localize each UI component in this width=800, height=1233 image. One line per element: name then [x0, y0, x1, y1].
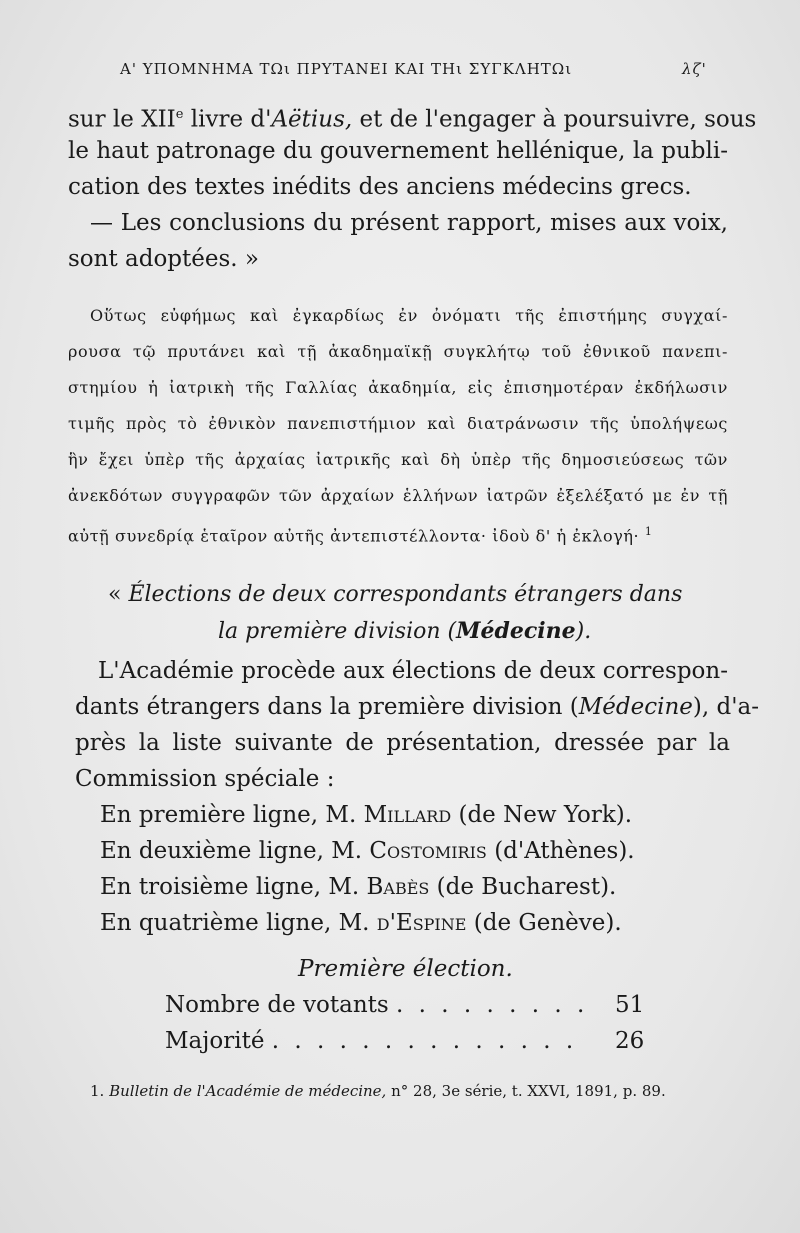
section-heading-line-2: la première division (Médecine).: [218, 618, 592, 644]
greek-line-1: Οὕτως εὐφήμως καὶ ἐγκαρδίως ἐν ὀνόματι τῆς ἐπιστήμης συγχαί-: [90, 306, 728, 325]
running-header: [0, 60, 800, 90]
greek-line-7: αὐτῇ συνεδρίᾳ ἑταῖρον αὐτῆς ἀντεπιστέλλοντα· ἰδοὺ δ' ἡ ἐκλογή· $^1$: [68, 525, 653, 546]
candidate-name: Babès: [366, 874, 430, 900]
academy-line-2: dants étrangers dans la première division (Médecine), d'a-: [75, 694, 760, 720]
candidate-line: En première ligne, M. Millard (de New York).: [100, 802, 633, 828]
greek-line-3: στημίου ἡ ἰατρικὴ τῆς Γαλλίας ἀκαδημία, εἰς ἐπισημοτέραν ἐκδήλωσιν: [68, 378, 728, 397]
election-heading: Première élection.: [298, 956, 513, 982]
academy-line-4: Commission spéciale :: [75, 766, 335, 792]
section-heading-line-1: « Élections de deux correspondants étrangers dans: [108, 582, 683, 607]
candidate-name: d'Espine: [376, 910, 467, 936]
french-line-3: cation des textes inédits des anciens médecins grecs.: [68, 174, 692, 200]
french-line-1: sur le XIIe livre d'Aëtius, et de l'engager à poursuivre, sous: [68, 106, 757, 133]
page-number: λζ': [682, 60, 707, 78]
footnote: 1. Bulletin de l'Académie de médecine, n° 28, 3e série, t. XXVI, 1891, p. 89.: [90, 1082, 666, 1100]
candidate-name: Costomiris: [369, 838, 487, 864]
votes-label: Nombre de votants . . . . . . . . .: [165, 992, 589, 1018]
academy-line-3: près la liste suivante de présentation, dressée par la: [75, 730, 730, 756]
greek-line-4: τιμῆς πρὸς τὸ ἐθνικὸν πανεπιστήμιον καὶ διατράνωσιν τῆς ὑπολήψεως: [68, 414, 728, 433]
greek-line-2: ρουσα τῷ πρυτάνει καὶ τῇ ἀκαδημαϊκῇ συγκλήτῳ τοῦ ἐθνικοῦ πανεπι-: [68, 342, 728, 361]
candidate-name: Millard: [363, 802, 452, 828]
header-title: Α' ΥΠΟΜΝΗΜΑ ΤΩι ΠΡΥΤΑΝΕΙ ΚΑΙ ΤΗι ΣΥΓΚΛΗΤΩι: [120, 60, 573, 78]
majority-value: 26: [615, 1028, 645, 1054]
candidate-line: En troisième ligne, M. Babès (de Bucharest).: [100, 874, 617, 900]
greek-line-6: ἀνεκδότων συγγραφῶν τῶν ἀρχαίων ἑλλήνων ἰατρῶν ἐξελέξατό με ἐν τῇ: [68, 486, 728, 505]
candidate-line: En deuxième ligne, M. Costomiris (d'Athènes).: [100, 838, 635, 864]
french-line-4: — Les conclusions du présent rapport, mises aux voix,: [90, 210, 728, 236]
greek-line-5: ἣν ἔχει ὑπὲρ τῆς ἀρχαίας ἰατρικῆς καὶ δὴ ὑπὲρ τῆς δημοσιεύσεως τῶν: [68, 450, 728, 469]
french-line-2: le haut patronage du gouvernement hellénique, la publi-: [68, 138, 728, 164]
french-line-5: sont adoptées. »: [68, 246, 259, 272]
majority-label: Majorité . . . . . . . . . . . . . .: [165, 1028, 578, 1054]
academy-line-1: L'Académie procède aux élections de deux correspon-: [98, 658, 728, 684]
votes-value: 51: [615, 992, 645, 1018]
candidate-line: En quatrième ligne, M. d'Espine (de Genève).: [100, 910, 622, 936]
footnote-ref: 1: [644, 525, 653, 538]
